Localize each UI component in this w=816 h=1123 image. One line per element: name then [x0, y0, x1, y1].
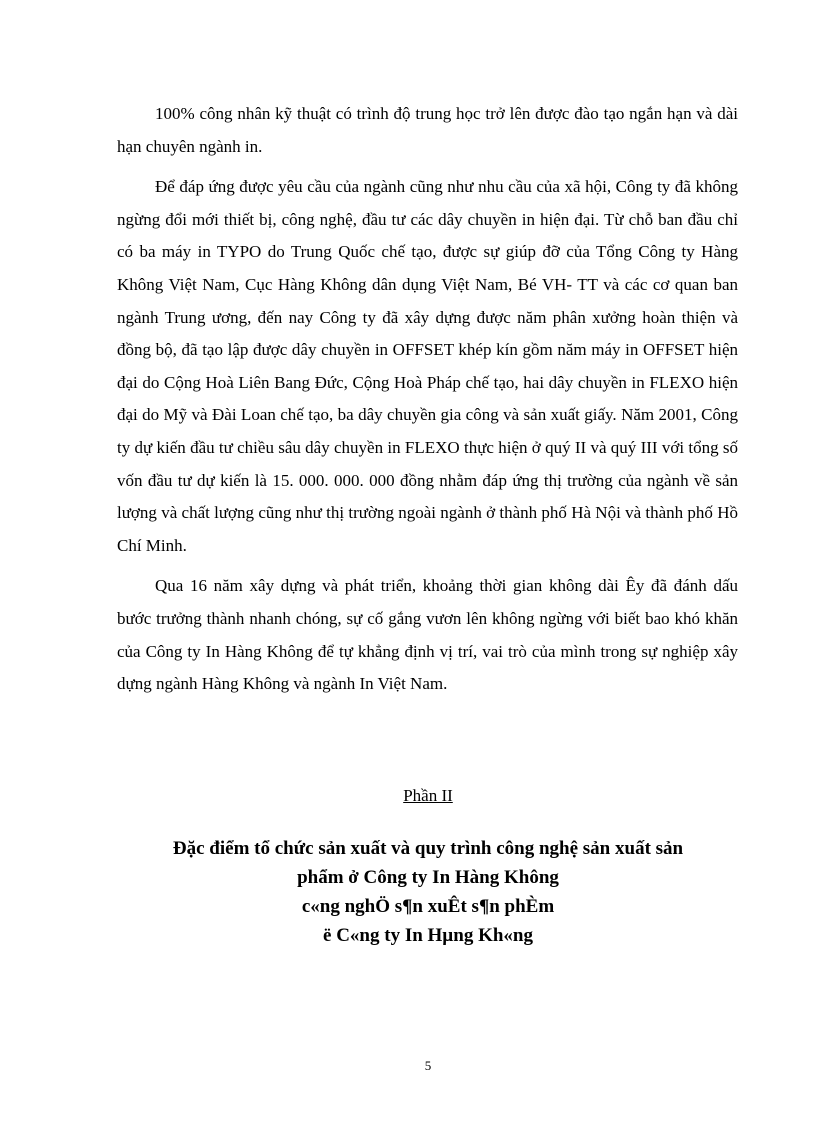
heading-line-3: c«ng nghÖ s¶n xuÊt s¶n phÈm [301, 896, 555, 917]
section-label: Phần II [403, 786, 453, 805]
heading-line-1: Đặc điểm tổ chức sản xuất và quy trình công nghệ sản xuất sản [172, 838, 684, 859]
page-number: 5 [424, 1058, 432, 1073]
paragraph-3: Qua 16 năm xây dựng và phát triển, khoảng thời gian không dài Êy đã đánh dấu bước trưởng thành nhanh chóng, sự cố gắng vươn lên không ngừng với biết bao khó khăn của Công ty In Hàng Không để tự khẳng định vị trí, vai trò của mình trong sự nghiệp xây dựng ngành Hàng Không và ngành In Việt Nam. [117, 576, 738, 694]
paragraph-1: 100% công nhân kỹ thuật có trình độ trung học trở lên được đào tạo ngắn hạn và dài hạn chuyên ngành in. [117, 104, 738, 156]
heading-line-4: ë C«ng ty In Hµng Kh«ng [323, 925, 533, 946]
body-text [117, 98, 738, 709]
heading-line-2: phẩm ở Công ty In Hàng Không [297, 867, 559, 888]
section-heading [110, 834, 746, 950]
paragraph-2: Để đáp ứng được yêu cầu của ngành cũng như nhu cầu của xã hội, Công ty đã không ngừng đổi mới thiết bị, công nghệ, đầu tư các dây chuyền in hiện đại. Từ chỗ ban đầu chỉ có ba máy in TYPO do Trung Quốc chế tạo, được sự giúp đỡ của Tổng Công ty Hàng Không Việt Nam, Cục Hàng Không dân dụng Việt Nam, Bé VH- TT và các cơ quan ban ngành Trung ương, đến nay Công ty đã xây dựng được năm phân xưởng hoàn thiện và đồng bộ, đã tạo lập được dây chuyền in OFFSET khép kín gồm năm máy in OFFSET hiện đại do Cộng Hoà Liên Bang Đức, Cộng Hoà Pháp chế tạo, hai dây chuyền in FLEXO hiện đại do Mỹ và Đài Loan chế tạo, ba dây chuyền gia công và sản xuất giấy. Năm 2001, Công ty dự kiến đầu tư chiều sâu dây chuyền in FLEXO thực hiện ở quý II và quý III với tổng số vốn đầu tư dự kiến là 15. 000. 000. 000 đồng nhằm đáp ứng thị trường của ngành về sản lượng và chất lượng cũng như thị trường ngoài ngành ở thành phố Hà Nội và thành phố Hồ Chí Minh. [117, 177, 738, 555]
